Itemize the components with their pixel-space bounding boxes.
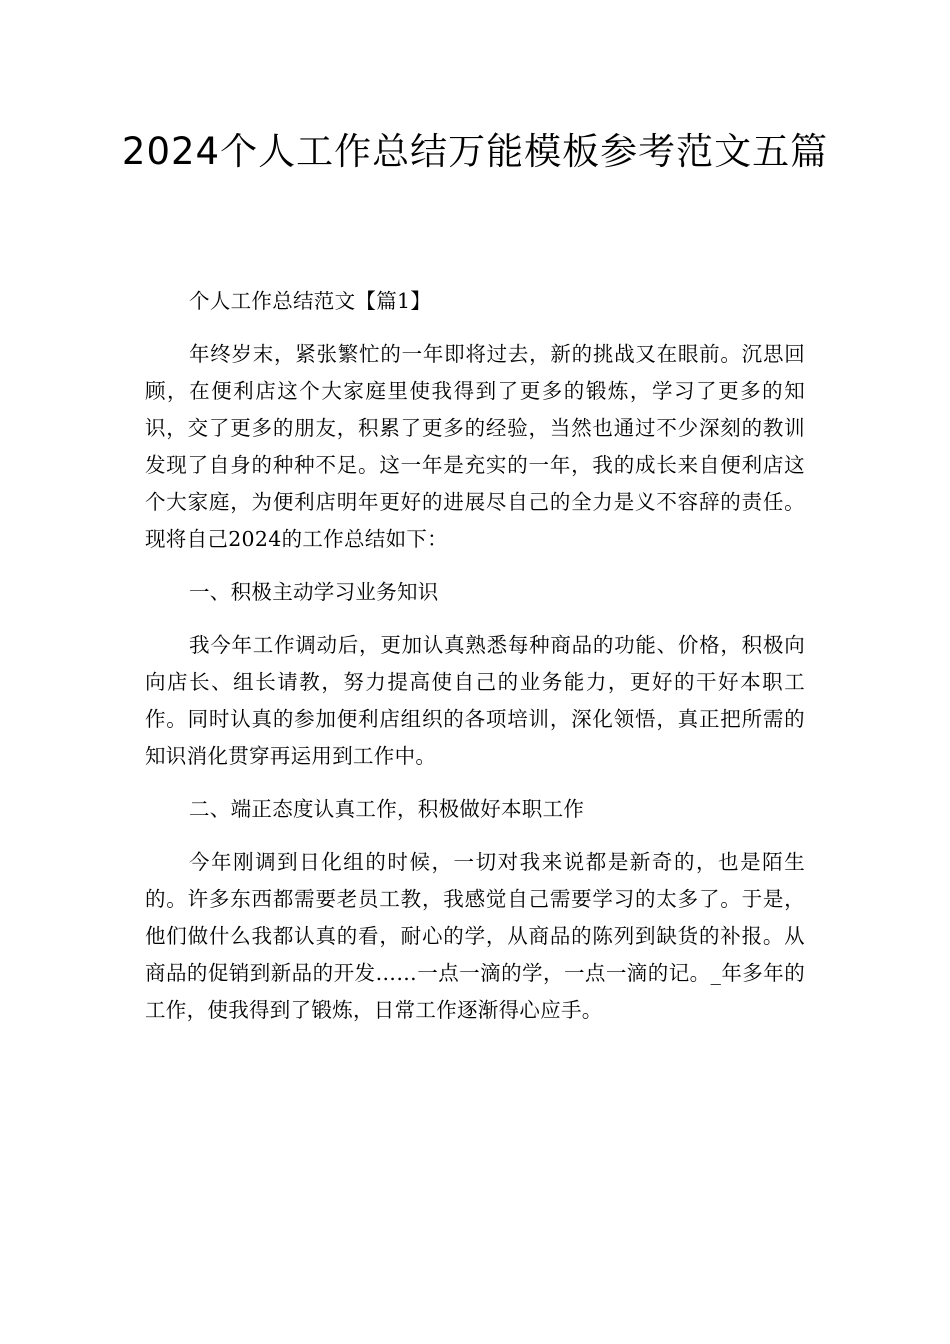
document-title: 2024个人工作总结万能模板参考范文五篇 bbox=[121, 130, 829, 173]
section-heading: 个人工作总结范文【篇1】 bbox=[189, 289, 432, 313]
paragraph-two: 今年刚调到日化组的时候，一切对我来说都是新奇的，也是陌生的。许多东西都需要老员工教，我感觉自己需要学习的太多了。于是，他们做什么我都认真的看，耐心的学，从商品的陈列到缺货的补报。从商品的促销到新品的开发……一点一滴的学，一点一滴的记。_年多年的工作，使我得到了锻炼，日常工作逐渐得心应手。 bbox=[145, 850, 805, 1022]
document-body bbox=[145, 283, 805, 1045]
heading-two: 二、端正态度认真工作，积极做好本职工作 bbox=[189, 797, 585, 821]
paragraph-intro: 年终岁末，紧张繁忙的一年即将过去，新的挑战又在眼前。沉思回顾，在便利店这个大家庭里使我得到了更多的锻炼，学习了更多的知识，交了更多的朋友，积累了更多的经验，当然也通过不少深刻的教训发现了自身的种种不足。这一年是充实的一年，我的成长来自便利店这个大家庭，为便利店明年更好的进展尽自己的全力是义不容辞的责任。现将自己2024的工作总结如下： bbox=[145, 342, 805, 551]
paragraph-one: 我今年工作调动后，更加认真熟悉每种商品的功能、价格，积极向向店长、组长请教，努力提高使自己的业务能力，更好的干好本职工作。同时认真的参加便利店组织的各项培训，深化领悟，真正把所需的知识消化贯穿再运用到工作中。 bbox=[145, 633, 805, 768]
heading-one: 一、积极主动学习业务知识 bbox=[189, 580, 439, 604]
